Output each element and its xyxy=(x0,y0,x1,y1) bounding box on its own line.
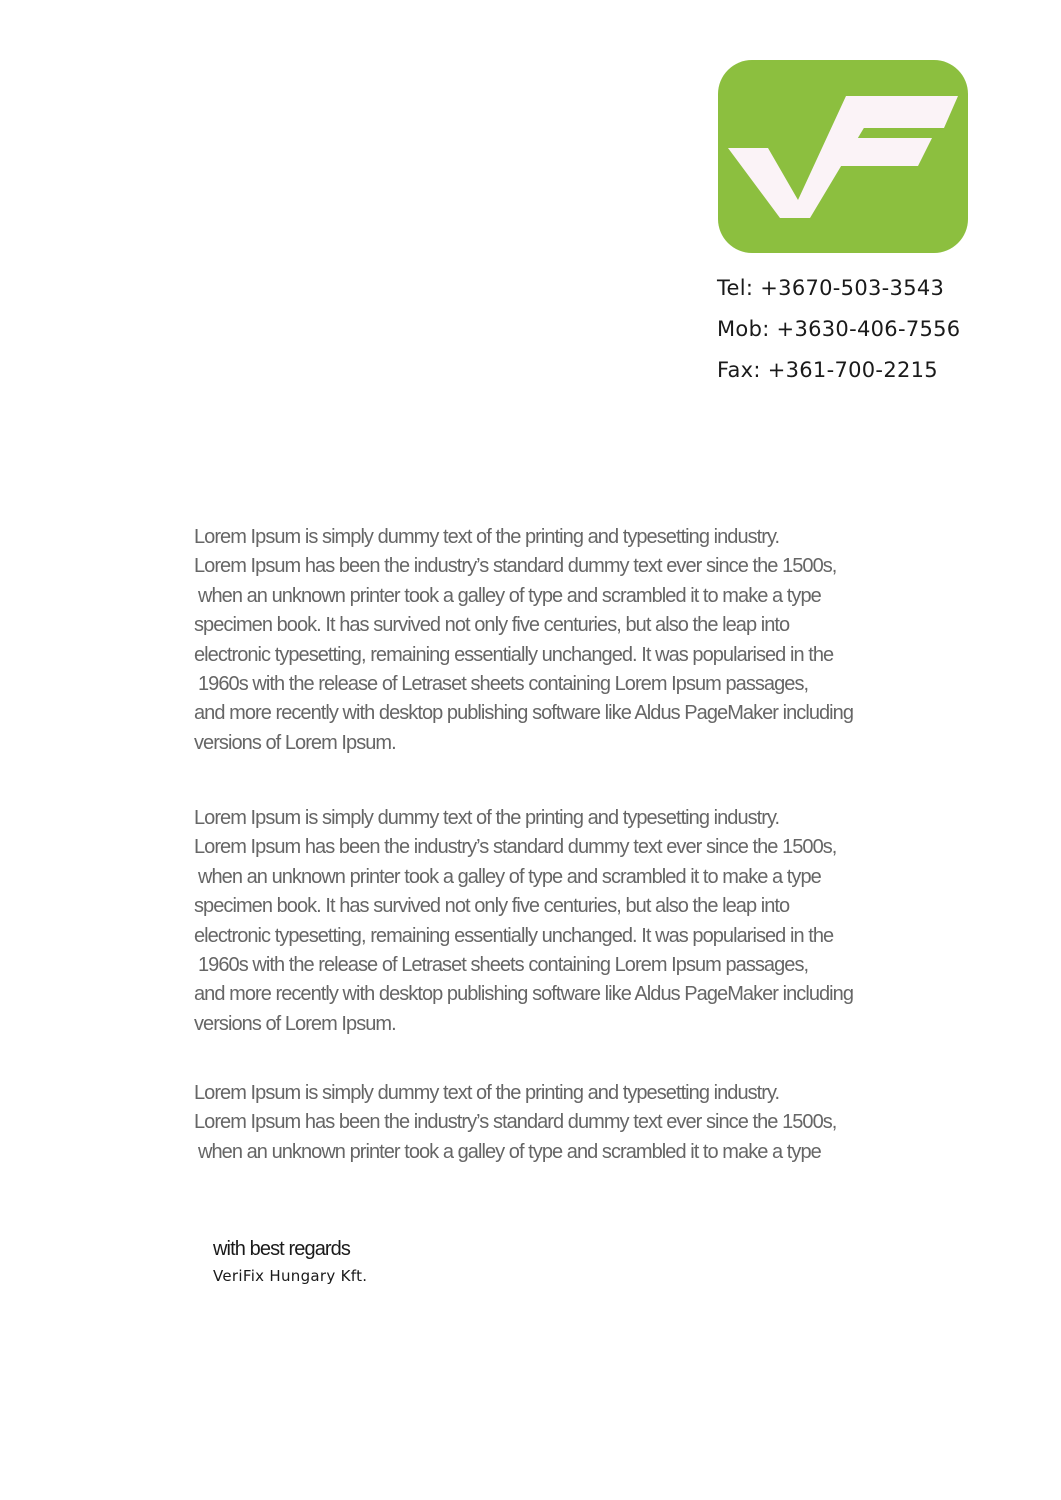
paragraph-line: when an unknown printer took a galley of type and scrambled it to make a type xyxy=(198,865,821,888)
paragraph-line: 1960s with the release of Letraset sheets containing Lorem Ipsum passages, xyxy=(198,953,809,976)
verifix-logo-icon xyxy=(718,60,968,253)
logo-bar-top xyxy=(845,96,958,128)
paragraph-line: and more recently with desktop publishing software like Aldus PageMaker including xyxy=(194,702,854,725)
closing-block xyxy=(213,1234,367,1288)
body-paragraph xyxy=(194,1079,994,1167)
logo-mark xyxy=(718,60,968,253)
paragraph-line: when an unknown printer took a galley of type and scrambled it to make a type xyxy=(198,584,821,607)
paragraph-line: specimen book. It has survived not only five centuries, but also the leap into xyxy=(194,895,790,918)
body-paragraph xyxy=(194,804,994,1039)
paragraph-line: Lorem Ipsum is simply dummy text of the printing and typesetting industry. xyxy=(194,1082,780,1104)
body-paragraph xyxy=(194,523,994,758)
contact-mobile: Mob: +3630-406-7556 xyxy=(717,317,961,341)
company-name: VeriFix Hungary Kft. xyxy=(213,1267,368,1285)
contact-tel: Tel: +3670-503-3543 xyxy=(717,276,945,300)
paragraph-line: electronic typesetting, remaining essentially unchanged. It was popularised in the xyxy=(194,924,834,947)
contact-fax: Fax: +361-700-2215 xyxy=(717,358,938,382)
paragraph-line: versions of Lorem Ipsum. xyxy=(194,731,396,754)
paragraph-line: specimen book. It has survived not only five centuries, but also the leap into xyxy=(194,614,790,637)
paragraph-line: Lorem Ipsum is simply dummy text of the printing and typesetting industry. xyxy=(194,526,780,548)
paragraph-line: versions of Lorem Ipsum. xyxy=(194,1012,396,1035)
paragraph-line: Lorem Ipsum is simply dummy text of the printing and typesetting industry. xyxy=(194,807,780,829)
contact-block xyxy=(717,268,1047,391)
logo-bar-bottom xyxy=(826,138,932,166)
paragraph-line: when an unknown printer took a galley of type and scrambled it to make a type xyxy=(198,1140,821,1163)
closing-regards: with best regards xyxy=(213,1238,350,1260)
paragraph-line: Lorem Ipsum has been the industry’s standard dummy text ever since the 1500s, xyxy=(194,836,837,859)
paragraph-line: Lorem Ipsum has been the industry’s standard dummy text ever since the 1500s, xyxy=(194,555,837,578)
paragraph-line: electronic typesetting, remaining essentially unchanged. It was popularised in the xyxy=(194,643,834,666)
paragraph-line: and more recently with desktop publishing software like Aldus PageMaker including xyxy=(194,983,854,1006)
paragraph-line: 1960s with the release of Letraset sheets containing Lorem Ipsum passages, xyxy=(198,672,809,695)
paragraph-line: Lorem Ipsum has been the industry’s standard dummy text ever since the 1500s, xyxy=(194,1111,837,1134)
